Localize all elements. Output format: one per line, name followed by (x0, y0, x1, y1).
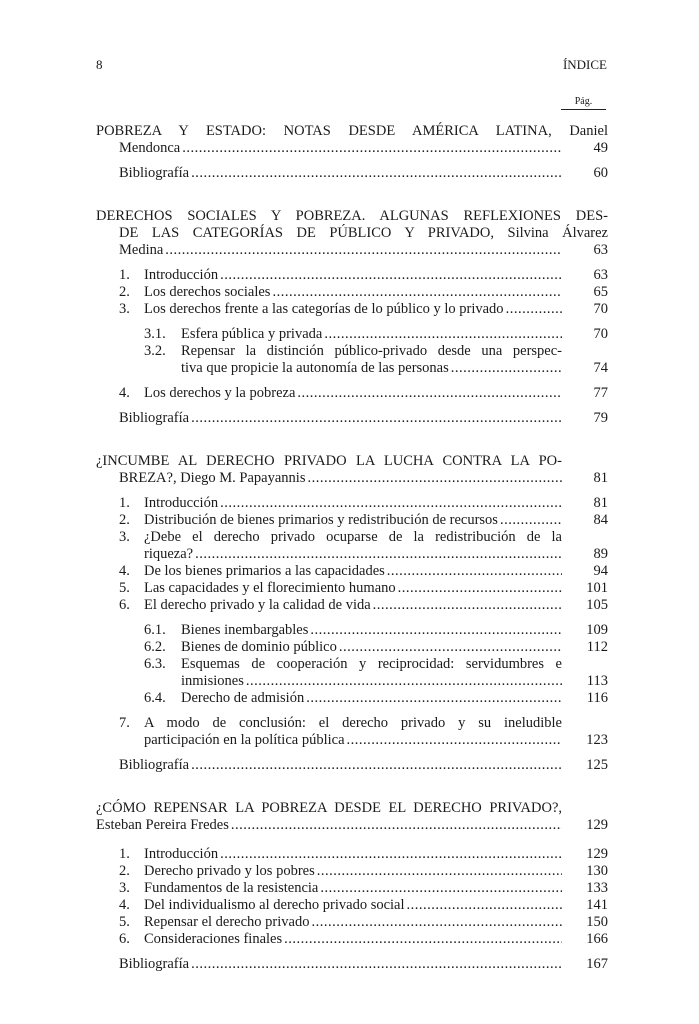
page-ref: 81 (593, 495, 608, 511)
bibliography-label: Bibliografía (119, 757, 190, 773)
item-number: 4. (119, 563, 130, 579)
page-ref: 74 (593, 360, 608, 376)
toc-section-1 (96, 123, 608, 182)
page-ref: 63 (593, 267, 608, 283)
toc-subentry[interactable] (96, 343, 608, 377)
item-number: 5. (119, 580, 130, 596)
item-number: 1. (119, 495, 130, 511)
item-label: Las capacidades y el florecimiento humano (144, 580, 396, 596)
item-number: 2. (119, 284, 130, 300)
toc-entry[interactable] (96, 914, 608, 931)
item-number: 2. (119, 863, 130, 879)
subitem-number: 6.3. (144, 656, 166, 672)
section-title: POBREZA Y ESTADO: NOTAS DESDE AMÉRICA LATINA, Daniel (96, 123, 608, 139)
item-label: Fundamentos de la resistencia (144, 880, 319, 896)
toc-entry[interactable] (96, 140, 608, 157)
toc-subentry[interactable] (96, 622, 608, 639)
item-number: 1. (119, 267, 130, 283)
item-label: Los derechos y la pobreza (144, 385, 296, 401)
pag-column-label: Pág. (561, 96, 606, 110)
item-label: El derecho privado y la calidad de vida (144, 597, 371, 613)
page-ref: 89 (593, 546, 608, 562)
item-label: Distribución de bienes primarios y redistribución de recursos (144, 512, 498, 528)
bibliography-label: Bibliografía (119, 956, 190, 972)
page-ref: 65 (593, 284, 608, 300)
toc-entry[interactable] (96, 817, 608, 834)
item-label: Consideraciones finales (144, 931, 283, 947)
item-label: Repensar el derecho privado (144, 914, 310, 930)
item-number: 2. (119, 512, 130, 528)
item-number: 3. (119, 529, 130, 545)
toc-entry[interactable] (96, 897, 608, 914)
toc-entry[interactable] (96, 880, 608, 897)
toc-entry[interactable] (96, 931, 608, 948)
subitem-number: 6.2. (144, 639, 166, 655)
item-label: ¿Debe el derecho privado ocuparse de la redistribución de la (144, 529, 562, 545)
page-ref: 125 (586, 757, 608, 773)
item-label: Los derechos sociales (144, 284, 271, 300)
page-ref: 101 (586, 580, 608, 596)
item-label: Derecho privado y los pobres (144, 863, 315, 879)
page-ref: 79 (593, 410, 608, 426)
item-number: 5. (119, 914, 130, 930)
page-ref: 116 (586, 690, 608, 706)
page-ref: 81 (593, 470, 608, 486)
item-number: 7. (119, 715, 130, 731)
page-ref: 166 (586, 931, 608, 947)
item-number: 6. (119, 597, 130, 613)
toc-entry[interactable] (96, 385, 608, 402)
page-ref: 141 (586, 897, 608, 913)
toc-entry[interactable] (96, 267, 608, 284)
subitem-label-cont: tiva que propicie la autonomía de las personas (181, 360, 449, 376)
subitem-label-cont: inmisiones (181, 673, 244, 689)
item-label: Introducción (144, 267, 219, 283)
page-ref: 63 (593, 242, 608, 258)
page-ref: 49 (593, 140, 608, 156)
toc-entry[interactable] (96, 715, 608, 749)
page-ref: 129 (586, 846, 608, 862)
page-ref: 105 (586, 597, 608, 613)
bibliography-label: Bibliografía (119, 165, 190, 181)
toc-entry[interactable] (96, 563, 608, 580)
page-ref: 112 (586, 639, 608, 655)
section-title-cont: Esteban Pereira Fredes (96, 817, 229, 833)
item-label: Introducción (144, 495, 219, 511)
section-title-cont: DE LAS CATEGORÍAS DE PÚBLICO Y PRIVADO, Silvina Álvarez (119, 225, 608, 241)
section-title-cont: Mendonca (119, 140, 181, 156)
toc-entry[interactable] (96, 597, 608, 614)
toc-entry[interactable] (96, 242, 608, 259)
subitem-label: Bienes inembargables (181, 622, 309, 638)
section-title-cont: Medina (119, 242, 164, 258)
page-ref: 129 (586, 817, 608, 833)
subitem-label: Derecho de admisión (181, 690, 305, 706)
item-number: 4. (119, 385, 130, 401)
running-title: ÍNDICE (562, 57, 607, 72)
item-number: 1. (119, 846, 130, 862)
item-label: De los bienes primarios a las capacidades (144, 563, 385, 579)
table-of-contents (96, 123, 608, 973)
item-label: Del individualismo al derecho privado social (144, 897, 405, 913)
section-title-cont: BREZA?, Diego M. Papayannis (119, 470, 306, 486)
page-ref: 84 (593, 512, 608, 528)
page-ref: 60 (593, 165, 608, 181)
bibliography-label: Bibliografía (119, 410, 190, 426)
page-ref: 133 (586, 880, 608, 896)
page-ref: 130 (586, 863, 608, 879)
page-ref: 167 (586, 956, 608, 972)
item-label: Los derechos frente a las categorías de lo público y lo privado (144, 301, 504, 317)
toc-entry[interactable] (96, 470, 608, 487)
item-label-cont: participación en la política pública (144, 732, 345, 748)
toc-entry[interactable] (96, 863, 608, 880)
toc-entry[interactable] (96, 580, 608, 597)
toc-subentry[interactable] (96, 639, 608, 656)
toc-entry[interactable] (96, 529, 608, 563)
page-ref: 70 (593, 301, 608, 317)
toc-entry-bibliography[interactable] (96, 956, 608, 973)
item-label: A modo de conclusión: el derecho privado y su ineludible (144, 715, 562, 731)
toc-entry[interactable] (96, 512, 608, 529)
page-number: 8 (96, 57, 103, 72)
toc-entry[interactable] (96, 284, 608, 301)
toc-entry[interactable] (96, 301, 608, 318)
subitem-label: Repensar la distinción público-privado desde una perspec- (181, 343, 562, 359)
page-ref: 109 (586, 622, 608, 638)
page-ref: 150 (586, 914, 608, 930)
subitem-label: Esquemas de cooperación y reciprocidad: servidumbres e (181, 656, 562, 672)
item-label-cont: riqueza? (144, 546, 194, 562)
item-number: 3. (119, 880, 130, 896)
page-ref: 70 (593, 326, 608, 342)
toc-entry-bibliography[interactable] (96, 757, 608, 774)
toc-entry[interactable] (96, 846, 608, 863)
toc-entry-bibliography[interactable] (96, 165, 608, 182)
section-title: DERECHOS SOCIALES Y POBREZA. ALGUNAS REFLEXIONES DES- (96, 208, 608, 224)
item-number: 6. (119, 931, 130, 947)
subitem-number: 3.2. (144, 343, 166, 359)
item-number: 4. (119, 897, 130, 913)
toc-subentry[interactable] (96, 690, 608, 707)
toc-entry[interactable] (96, 495, 608, 512)
section-title: ¿CÓMO REPENSAR LA POBREZA DESDE EL DERECHO PRIVADO?, (96, 800, 562, 816)
toc-section-4 (96, 800, 608, 973)
toc-subentry[interactable] (96, 656, 608, 690)
subitem-number: 3.1. (144, 326, 166, 342)
subitem-number: 6.4. (144, 690, 166, 706)
item-number: 3. (119, 301, 130, 317)
page-ref: 113 (586, 673, 608, 689)
toc-subentry[interactable] (96, 326, 608, 343)
toc-entry-bibliography[interactable] (96, 410, 608, 427)
subitem-label: Esfera pública y privada (181, 326, 323, 342)
item-label: Introducción (144, 846, 219, 862)
subitem-label: Bienes de dominio público (181, 639, 337, 655)
page-ref: 94 (593, 563, 608, 579)
toc-section-3 (96, 453, 608, 774)
subitem-number: 6.1. (144, 622, 166, 638)
page-ref: 77 (593, 385, 608, 401)
page-ref: 123 (586, 732, 608, 748)
section-title: ¿INCUMBE AL DERECHO PRIVADO LA LUCHA CONTRA LA PO- (96, 453, 562, 469)
toc-section-2 (96, 208, 608, 427)
